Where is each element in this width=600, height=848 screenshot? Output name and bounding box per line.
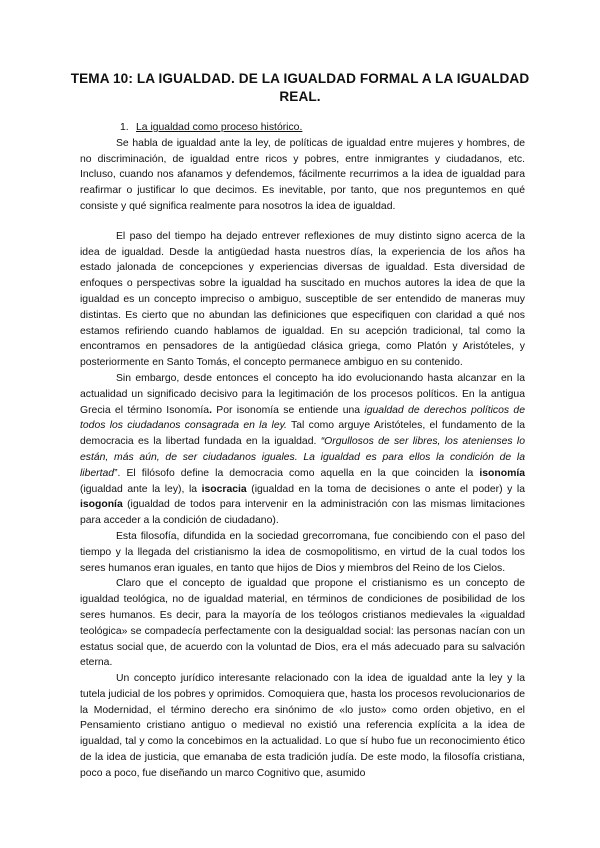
term-isogonia: isogonía bbox=[80, 499, 123, 511]
p3-text-4: ”. El filósofo define la democracia como aquella en la que coinciden la bbox=[114, 467, 480, 479]
p3-bold-dot: . bbox=[209, 404, 212, 416]
term-isonomia: isonomía bbox=[479, 467, 525, 479]
paragraph-1: Se habla de igualdad ante la ley, de políticas de igualdad entre mujeres y hombres, de no discriminación, de igualdad entre ricos y pobres, entre inmigrantes y ciudadanos, etc. Incluso, cuando nos afanamos y defendemos, fácilmente recurrimos a la idea de igualdad para reafirmar o justificar lo que decimos. Es inevitable, por tanto, que nos preguntemos en qué consiste y qué significa realmente para nosotros la idea de igualdad. bbox=[80, 137, 525, 212]
paragraph-4: Esta filosofía, difundida en la sociedad grecorromana, fue concibiendo con el paso del tiempo y la llegada del cristianismo la idea de cosmopolitismo, en virtud de la cual todos los seres humanos eran iguales, en tanto que hijos de Dios y miembros del Reino de los Cielos. bbox=[80, 530, 525, 574]
section-number: 1. bbox=[120, 122, 129, 133]
term-isocracia: isocracia bbox=[201, 483, 247, 495]
section-heading bbox=[80, 120, 525, 136]
paragraph-6: Un concepto jurídico interesante relacionado con la idea de igualdad ante la ley y la tutela judicial de los pobres y oprimidos. Comoquiera que, hasta los procesos revolucionarios de la Modernidad, el término derecho era sinónimo de «lo justo» como orden objetivo, en el Pensamiento cristiano antiguo o medieval no existió una referencia explícita a la idea de igualdad, tal y como la concebimos en la actualidad. Lo que sí hubo fue un reconocimiento ético de la idea de justicia, que emanaba de esta tradición judía. De este modo, la filosofía cristiana, poco a poco, fue diseñando un marco Cognitivo que, asumido bbox=[80, 673, 525, 779]
p3-text-1: Sin embargo, desde entonces el concepto ha ido evolucionando hasta alcanzar en la actualidad un significado decisivo para la legitimación de los procesos políticos. En la antigua Grecia el término Isonomía bbox=[80, 372, 525, 416]
paragraph-5: Claro que el concepto de igualdad que propone el cristianismo es un concepto de igualdad teológica, no de igualdad material, en términos de condiciones de posibilidad de los seres humanos. Es decir, para la mayoría de los teólogos cristianos medievales la «igualdad teológica» se compadecía perfectamente con la desigualdad social: las personas nacían con un estatus social que, de acuerdo con la voluntad de Dios, era el más adecuado para su salvación eterna. bbox=[80, 578, 525, 669]
p3-italic-1: igualdad de derechos políticos de todos los ciudadanos consagrada en la ley. bbox=[80, 404, 525, 432]
p3-text-5: (igualdad ante la ley), la bbox=[80, 483, 202, 495]
p3-italic-quote: “Orgullosos de ser libres, los atenienses lo están, más aún, de ser ciudadanos iguales. La igualdad es para ellos la condición de la libertad bbox=[80, 436, 525, 479]
p3-text-7: (igualdad de todos para intervenir en la administración con las mismas limitaciones para acceder a la condición de ciudadano). bbox=[80, 499, 525, 527]
document-title: TEMA 10: LA IGUALDAD. DE LA IGUALDAD FORMAL A LA IGUALDAD REAL. bbox=[70, 71, 530, 104]
p3-text-6: (igualdad en la toma de decisiones o ante el poder) y la bbox=[246, 483, 525, 495]
p3-text-2: Por isonomía se entiende una bbox=[211, 404, 365, 416]
paragraph-3 bbox=[80, 371, 525, 529]
paragraph-2: El paso del tiempo ha dejado entrever reflexiones de muy distinto signo acerca de la idea de igualdad. Desde la antigüedad hasta nuestros días, la experiencia de los años ha estado jalonada de concepciones y experiencias diversas de igualdad. Esta diversidad de enfoques o perspectivas sobre la igualdad ha suscitado en muchos autores la idea de que la igualdad es un concepto impreciso o ambiguo, susceptible de ser entendido de maneras muy distintas. Es cierto que no abundan las definiciones que especifiquen con claridad a qué nos estamos refiriendo cuando hablamos de igualdad. En su acepción tradicional, tal como la encontramos en pensadores de la antigüedad clásica griega, como Platón y Aristóteles, y posteriormente en Santo Tomás, el concepto permanece ambiguo en su contenido. bbox=[80, 230, 525, 369]
section-heading-text: La igualdad como proceso histórico. bbox=[136, 122, 303, 133]
document-body bbox=[80, 120, 525, 782]
p3-text-3: Tal como arguye Aristóteles, el fundamento de la democracia es la libertad fundada en la igualdad. bbox=[80, 420, 525, 448]
